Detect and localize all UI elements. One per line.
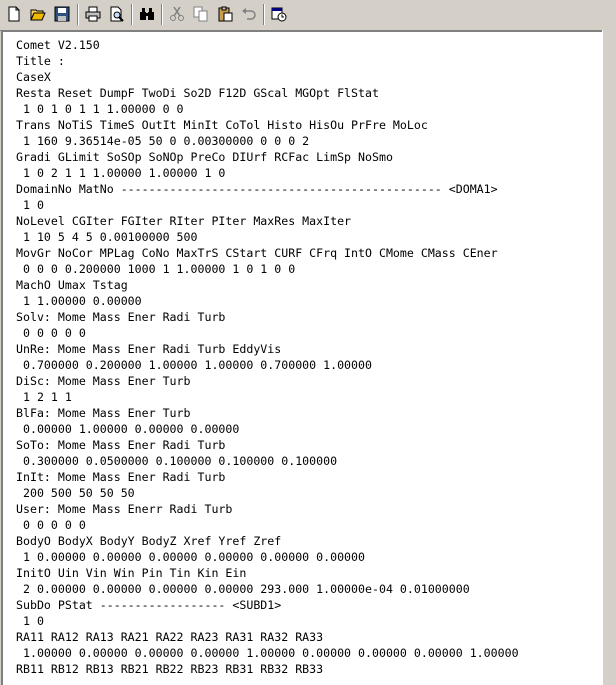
editor-line[interactable]: InIt: Mome Mass Ener Radi Turb xyxy=(16,470,226,484)
print-preview-icon[interactable] xyxy=(106,3,128,25)
editor-line[interactable]: RB11 RB12 RB13 RB21 RB22 RB23 RB31 RB32 RB33 xyxy=(16,662,324,676)
editor-line[interactable]: 1 2 1 1 xyxy=(16,390,72,404)
editor-line[interactable]: SoTo: Mome Mass Ener Radi Turb xyxy=(16,438,226,452)
editor-line[interactable]: 1 0.00000 0.00000 0.00000 0.00000 0.00000 0.00000 xyxy=(16,550,366,564)
editor-line[interactable]: BodyO BodyX BodyY BodyZ Xref Yref Zref xyxy=(16,534,282,548)
editor-line[interactable]: 0 0 0 0.200000 1000 1 1.00000 1 0 1 0 0 xyxy=(16,262,296,276)
editor-line[interactable]: SubDo PStat ------------------ <SUBD1> xyxy=(16,598,282,612)
editor-line[interactable]: Resta Reset DumpF TwoDi So2D F12D GScal MGOpt FlStat xyxy=(16,86,379,100)
print-icon[interactable] xyxy=(82,3,104,25)
editor-line[interactable]: 0 0 0 0 0 xyxy=(16,326,86,340)
editor-line[interactable]: Title : xyxy=(16,54,65,68)
paste-icon[interactable] xyxy=(214,3,236,25)
save-icon[interactable] xyxy=(51,3,73,25)
editor-line[interactable]: DomainNo MatNo ---------------------------------------------- <DOMA1> xyxy=(16,182,498,196)
new-file-icon[interactable] xyxy=(3,3,25,25)
editor-line[interactable]: Trans NoTiS TimeS OutIt MinIt CoTol Histo HisOu PrFre MoLoc xyxy=(16,118,428,132)
editor-line[interactable]: UnRe: Mome Mass Ener Radi Turb EddyVis xyxy=(16,342,282,356)
editor-line[interactable]: 1 0 xyxy=(16,198,44,212)
toolbar xyxy=(0,0,616,31)
undo-icon[interactable] xyxy=(238,3,260,25)
editor-line[interactable]: Comet V2.150 xyxy=(16,38,100,52)
editor-lines xyxy=(16,37,519,677)
editor-line[interactable]: CaseX xyxy=(16,70,51,84)
copy-icon[interactable] xyxy=(190,3,212,25)
editor-line[interactable]: DiSc: Mome Mass Ener Turb xyxy=(16,374,191,388)
editor-line[interactable]: 1.00000 0.00000 0.00000 0.00000 1.00000 0.00000 0.00000 0.00000 1.00000 xyxy=(16,646,519,660)
window-edge xyxy=(602,30,616,685)
editor-line[interactable]: Solv: Mome Mass Ener Radi Turb xyxy=(16,310,226,324)
text-editor[interactable] xyxy=(1,30,602,685)
editor-line[interactable]: 1 0 1 0 1 1 1.00000 0 0 xyxy=(16,102,184,116)
toolbar-separator xyxy=(131,4,133,25)
editor-line[interactable]: BlFa: Mome Mass Ener Turb xyxy=(16,406,191,420)
editor-line[interactable]: 1 1.00000 0.00000 xyxy=(16,294,142,308)
editor-line[interactable]: 1 0 xyxy=(16,614,44,628)
editor-line[interactable]: 200 500 50 50 50 xyxy=(16,486,135,500)
editor-line[interactable]: 0.300000 0.0500000 0.100000 0.100000 0.100000 xyxy=(16,454,338,468)
editor-line[interactable]: 2 0.00000 0.00000 0.00000 0.00000 293.000 1.00000e-04 0.01000000 xyxy=(16,582,470,596)
editor-line[interactable]: 1 10 5 4 5 0.00100000 500 xyxy=(16,230,198,244)
toolbar-separator xyxy=(77,4,79,25)
editor-line[interactable]: Gradi GLimit SoSOp SoNOp PreCo DIUrf RCFac LimSp NoSmo xyxy=(16,150,393,164)
editor-line[interactable]: User: Mome Mass Enerr Radi Turb xyxy=(16,502,233,516)
editor-line[interactable]: MovGr NoCor MPLag CoNo MaxTrS CStart CURF CFrq IntO CMome CMass CEner xyxy=(16,246,498,260)
editor-line[interactable]: MachO Umax Tstag xyxy=(16,278,128,292)
find-binoculars-icon[interactable] xyxy=(136,3,158,25)
editor-line[interactable]: 0.00000 1.00000 0.00000 0.00000 xyxy=(16,422,240,436)
editor-line[interactable]: 0 0 0 0 0 xyxy=(16,518,86,532)
editor-line[interactable]: 1 0 2 1 1 1.00000 1.00000 1 0 xyxy=(16,166,226,180)
cut-icon[interactable] xyxy=(166,3,188,25)
editor-line[interactable]: InitO Uin Vin Win Pin Tin Kin Ein xyxy=(16,566,247,580)
editor-line[interactable]: RA11 RA12 RA13 RA21 RA22 RA23 RA31 RA32 RA33 xyxy=(16,630,324,644)
editor-line[interactable]: 1 160 9.36514e-05 50 0 0.00300000 0 0 0 2 xyxy=(16,134,310,148)
editor-line[interactable]: NoLevel CGIter FGIter RIter PIter MaxRes MaxIter xyxy=(16,214,352,228)
insert-date-time-icon[interactable] xyxy=(268,3,290,25)
open-folder-icon[interactable] xyxy=(27,3,49,25)
toolbar-separator xyxy=(161,4,163,25)
toolbar-separator xyxy=(263,4,265,25)
editor-line[interactable]: 0.700000 0.200000 1.00000 1.00000 0.700000 1.00000 xyxy=(16,358,372,372)
